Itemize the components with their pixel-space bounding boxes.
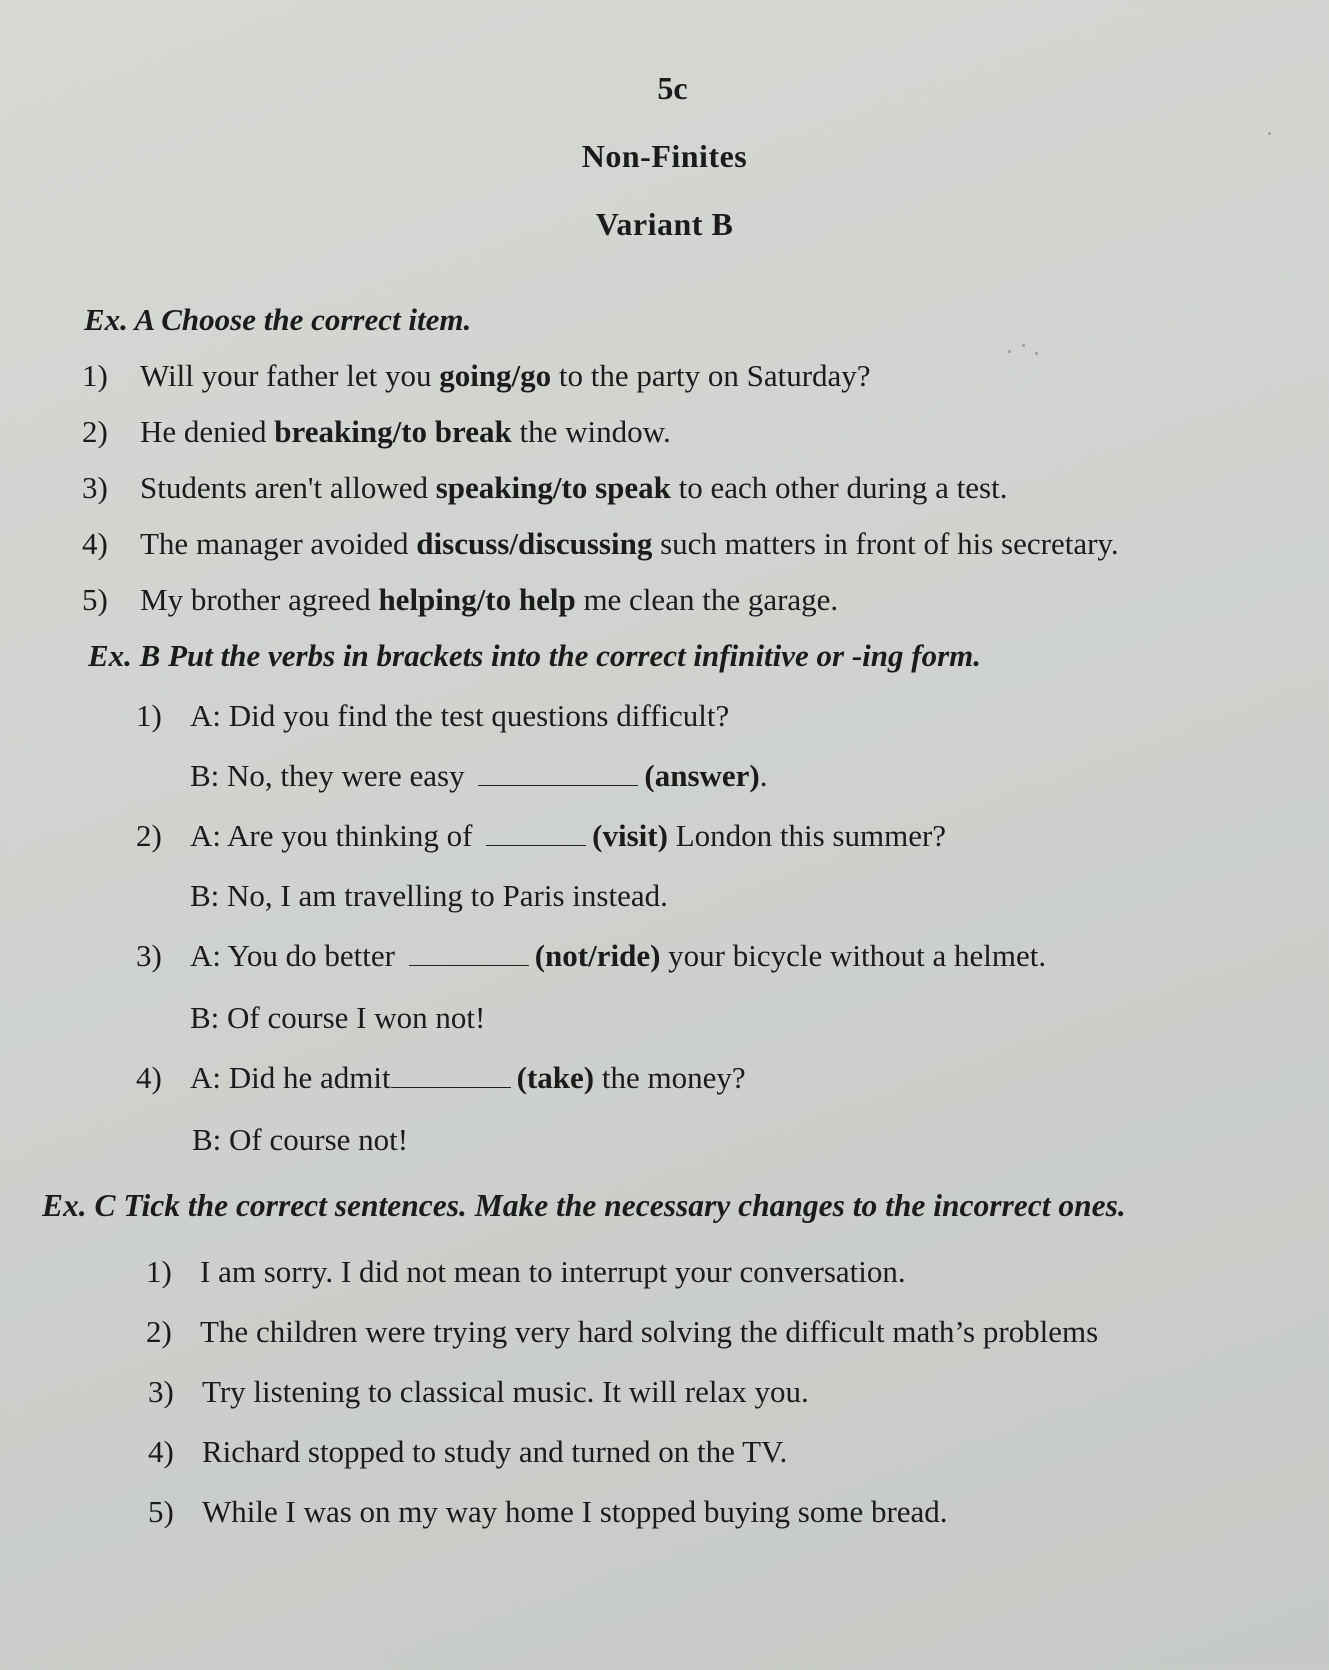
- ex-b-item-3-b: B: Of course I won not!: [190, 1000, 486, 1035]
- item-text: the window.: [511, 414, 671, 449]
- speaker-a-line: A: Did you find the test questions difficult?: [190, 698, 730, 733]
- verb-prompt: (not/ride): [534, 938, 661, 973]
- verb-prompt: (take): [516, 1060, 595, 1095]
- ex-b-item-1-b: [190, 758, 767, 794]
- ex-c-item-1: [146, 1254, 906, 1290]
- answer-blank[interactable]: [478, 761, 638, 786]
- paper-speck: [1008, 350, 1011, 353]
- item-number: 1): [136, 698, 162, 733]
- item-text: Try listening to classical music. It will relax you.: [202, 1374, 809, 1409]
- item-number: 4): [136, 1060, 162, 1095]
- item-text: to each other during a test.: [670, 470, 1008, 505]
- ex-c-item-4: [148, 1434, 787, 1470]
- item-number: 3): [82, 470, 108, 505]
- item-number: 2): [136, 818, 162, 853]
- speaker-a-line: A: You do better: [190, 938, 403, 973]
- item-options: speaking/to speak: [435, 470, 671, 505]
- item-text: Will your father let you: [140, 358, 440, 393]
- ex-a-item-3: [82, 470, 1007, 506]
- worksheet-title: Non-Finites: [581, 138, 748, 174]
- paper-speck: [1022, 344, 1025, 347]
- item-text: .: [759, 758, 768, 793]
- item-text: London this summer?: [667, 818, 947, 853]
- ex-a-item-5: [82, 582, 838, 618]
- ex-a-heading: Ex. A Choose the correct item.: [84, 302, 472, 337]
- ex-c-heading: Ex. C Tick the correct sentences. Make the necessary changes to the incorrect ones.: [42, 1188, 1126, 1223]
- item-number: 5): [82, 582, 108, 617]
- ex-b-item-1-a: [136, 698, 729, 734]
- ex-a-item-2: [82, 414, 671, 450]
- item-number: 4): [82, 526, 108, 561]
- ex-b-item-4-b: B: Of course not!: [192, 1122, 409, 1157]
- item-text: The manager avoided: [140, 526, 417, 561]
- answer-blank[interactable]: [391, 1063, 511, 1088]
- ex-b-item-2-a: [136, 818, 946, 854]
- ex-c-item-3: [148, 1374, 809, 1410]
- item-text: the money?: [594, 1060, 746, 1095]
- speaker-b-line: B: No, they were easy: [190, 758, 473, 793]
- item-number: 4): [148, 1434, 174, 1469]
- ex-c-item-5: [148, 1494, 948, 1530]
- item-number: 1): [82, 358, 108, 393]
- item-number: 5): [148, 1494, 174, 1529]
- speaker-a-line: A: Did he admit: [190, 1060, 391, 1095]
- item-number: 2): [146, 1314, 172, 1349]
- item-text: to the party on Saturday?: [551, 358, 871, 393]
- ex-a-item-4: [82, 526, 1119, 562]
- ex-a-item-1: [82, 358, 871, 394]
- item-options: going/go: [439, 358, 552, 393]
- item-number: 3): [136, 938, 162, 973]
- paper-speck: [1035, 352, 1038, 355]
- item-text: While I was on my way home I stopped buying some bread.: [202, 1494, 948, 1529]
- item-number: 3): [148, 1374, 174, 1409]
- item-text: Richard stopped to study and turned on the TV.: [202, 1434, 788, 1469]
- ex-b-item-4-a: [136, 1060, 746, 1096]
- item-text: Students aren't allowed: [140, 470, 436, 505]
- item-number: 1): [146, 1254, 172, 1289]
- speaker-a-line: A: Are you thinking of: [190, 818, 481, 853]
- item-text: such matters in front of his secretary.: [652, 526, 1119, 561]
- item-text: He denied: [140, 414, 275, 449]
- verb-prompt: (answer): [644, 758, 760, 793]
- item-number: 2): [82, 414, 108, 449]
- item-text: I am sorry. I did not mean to interrupt your conversation.: [200, 1254, 906, 1289]
- item-options: helping/to help: [378, 582, 576, 617]
- verb-prompt: (visit): [592, 818, 668, 853]
- paper-speck: [1268, 132, 1271, 135]
- item-text: me clean the garage.: [575, 582, 839, 617]
- ex-b-item-3-a: [136, 938, 1046, 974]
- variant-label: Variant B: [595, 206, 734, 242]
- ex-c-item-2: [146, 1314, 1098, 1350]
- lesson-code: 5c: [657, 70, 688, 106]
- answer-blank[interactable]: [486, 821, 586, 846]
- item-text: My brother agreed: [140, 582, 379, 617]
- item-text: your bicycle without a helmet.: [660, 938, 1047, 973]
- answer-blank[interactable]: [409, 941, 529, 966]
- item-text: The children were trying very hard solving the difficult math’s problems: [200, 1314, 1099, 1349]
- ex-b-item-2-b: B: No, I am travelling to Paris instead.: [190, 878, 668, 913]
- item-options: discuss/discussing: [416, 526, 653, 561]
- ex-b-heading: Ex. B Put the verbs in brackets into the correct infinitive or -ing form.: [88, 638, 981, 673]
- item-options: breaking/to break: [274, 414, 512, 449]
